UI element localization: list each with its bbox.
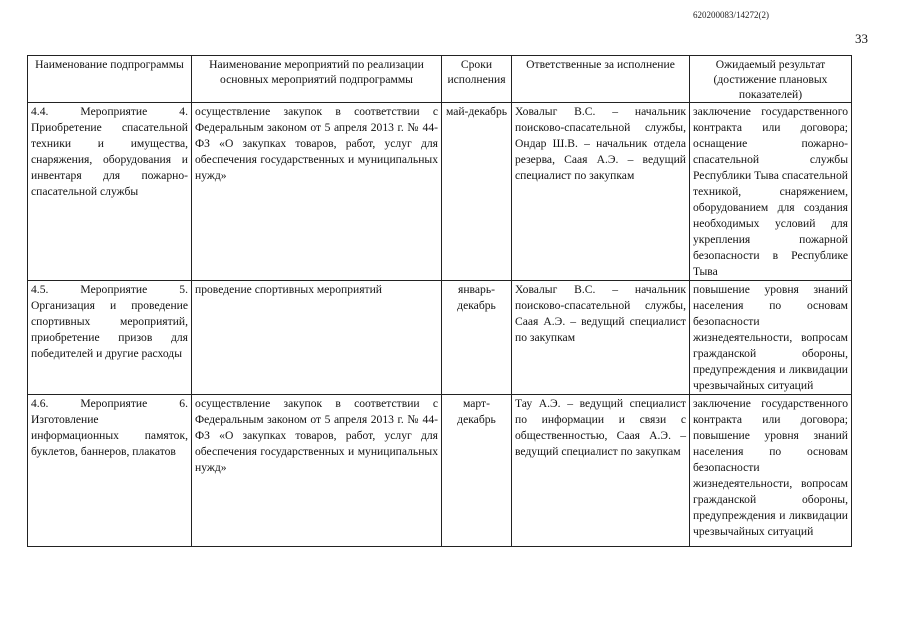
header-responsible: Ответственные за исполнение — [512, 56, 690, 103]
header-result: Ожидаемый результат (достижение плановых показателей) — [690, 56, 852, 103]
table-header-row — [28, 56, 852, 103]
activities-table — [27, 55, 852, 547]
cell-activity: проведение спортивных мероприятий — [192, 281, 442, 395]
cell-result: повышение уровня знаний населения по основам безопасности жизнедеятельности, вопросам гражданской обороны, предупреждения и ликвидации чрезвычайных ситуаций — [690, 281, 852, 395]
cell-subprogram: 4.4. Мероприятие 4. Приобретение спасательной техники и имущества, снаряжения, оборудования и инвентаря для пожарно-спасательной службы — [28, 103, 192, 281]
header-activity: Наименование мероприятий по реализации основных мероприятий подпрограммы — [192, 56, 442, 103]
table-row — [28, 281, 852, 395]
cell-term: январь-декабрь — [442, 281, 512, 395]
cell-subprogram: 4.6. Мероприятие 6. Изготовление информационных памяток, буклетов, баннеров, плакатов — [28, 395, 192, 547]
table-row — [28, 395, 852, 547]
document-code: 620200083/14272(2) — [693, 10, 769, 20]
cell-term: март-декабрь — [442, 395, 512, 547]
cell-responsible: Тау А.Э. – ведущий специалист по информации и связи с общественностью, Саая А.Э. – ведущий специалист по закупкам — [512, 395, 690, 547]
cell-result: заключение государственного контракта или договора; повышение уровня знаний населения по основам безопасности жизнедеятельности, вопросам гражданской обороны, предупреждения и ликвидации чрезвычайных ситуаций — [690, 395, 852, 547]
page-number: 33 — [855, 31, 868, 46]
header-term: Сроки исполнения — [442, 56, 512, 103]
cell-result: заключение государственного контракта или договора; оснащение пожарно-спасательной службы Республики Тыва спасательной техникой, снаряжением, оборудованием для создания необходимых условий для укрепления пожарной безопасности в Республике Тыва — [690, 103, 852, 281]
cell-responsible: Ховалыг В.С. – начальник поисково-спасательной службы, Саая А.Э. – ведущий специалист по закупкам — [512, 281, 690, 395]
cell-responsible: Ховалыг В.С. – начальник поисково-спасательной службы, Ондар Ш.В. – начальник отдела резерва, Саая А.Э. – ведущий специалист по закупкам — [512, 103, 690, 281]
cell-subprogram: 4.5. Мероприятие 5. Организация и проведение спортивных мероприятий, приобретение призов для победителей и другие расходы — [28, 281, 192, 395]
cell-term: май-декабрь — [442, 103, 512, 281]
cell-activity: осуществление закупок в соответствии с Федеральным законом от 5 апреля 2013 г. № 44-ФЗ «О закупках товаров, работ, услуг для обеспечения государственных и муниципальных нужд» — [192, 103, 442, 281]
table-row — [28, 103, 852, 281]
cell-activity: осуществление закупок в соответствии с Федеральным законом от 5 апреля 2013 г. № 44-ФЗ «О закупках товаров, работ, услуг для обеспечения государственных и муниципальных нужд» — [192, 395, 442, 547]
header-subprogram: Наименование подпрограммы — [28, 56, 192, 103]
